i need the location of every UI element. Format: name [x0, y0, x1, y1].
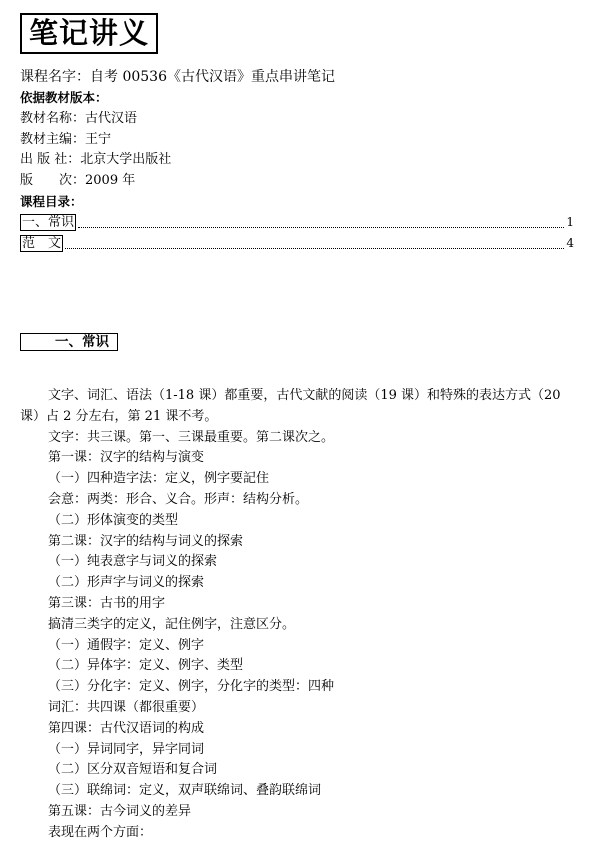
paragraph: （二）形体演变的类型: [48, 512, 179, 528]
course-name: 课程名字：自考 00536《古代汉语》重点串讲笔记: [20, 69, 335, 85]
paragraph: 第二课：汉字的结构与词义的探索: [48, 533, 244, 549]
paragraph: 文字：共三课。第一、三课最重要。第二课次之。: [48, 429, 335, 445]
toc-leader-dots: [78, 217, 564, 228]
document-title: 笔记讲义: [20, 13, 158, 54]
course-info: [20, 66, 580, 213]
toc-entry-page: 1: [566, 215, 574, 229]
toc-leader-dots: [65, 238, 564, 249]
textbook-edition: 版 次：2009 年: [20, 173, 136, 189]
paragraph: （二）区分双音短语和复合词: [48, 762, 218, 778]
section-heading: 一、常识: [20, 333, 118, 351]
textbook-name: 教材名称：古代汉语: [20, 110, 138, 126]
toc-entry-label[interactable]: 范 文: [22, 236, 62, 251]
textbook-editor: 教材主编：王宁: [20, 131, 112, 147]
toc-heading: 课程目录：: [20, 193, 83, 209]
paragraph: 表现在两个方面：: [48, 824, 153, 840]
paragraph: （一）四种造字法：定义，例字要記住: [48, 471, 270, 487]
toc-entry[interactable]: [20, 233, 574, 254]
textbook-heading: 依据教材版本：: [20, 90, 108, 105]
paragraph: （一）纯表意字与词义的探索: [48, 554, 218, 570]
toc-entry[interactable]: [20, 212, 574, 233]
paragraph: （三）联绵词：定义，双声联绵词、叠韵联绵词: [48, 783, 322, 799]
paragraph: 会意：两类：形合、义合。形声：结构分析。: [48, 491, 309, 507]
paragraph: 词汇：共四课（都很重要）: [48, 699, 205, 715]
paragraph: （二）形声字与词义的探索: [48, 575, 205, 591]
paragraph: 文字、词汇、语法（1-18 课）都重要，古代文献的阅读（19 课）和特殊的表达方式（20 课）占 2 分左右，第 21 课不考。: [20, 388, 561, 424]
toc-entry-page: 4: [566, 236, 574, 250]
paragraph: 第一课：汉字的结构与演变: [48, 450, 205, 466]
section-body: [20, 386, 578, 844]
paragraph: 第三课：古书的用字: [48, 595, 166, 611]
paragraph: （二）异体字：定义、例字、类型: [48, 658, 244, 674]
table-of-contents: [20, 212, 574, 254]
paragraph: 第四课：古代汉语词的构成: [48, 720, 205, 736]
paragraph: （一）异词同字，异字同词: [48, 741, 205, 757]
paragraph: （一）通假字：定义、例字: [48, 637, 205, 653]
paragraph: 搞清三类字的定义，記住例字，注意区分。: [48, 616, 296, 632]
textbook-publisher: 出 版 社：北京大学出版社: [20, 152, 172, 168]
paragraph: 第五课：古今词义的差异: [48, 803, 192, 819]
paragraph: （三）分化字：定义、例字，分化字的类型：四种: [48, 679, 335, 695]
toc-entry-label[interactable]: 一、常识: [22, 215, 75, 230]
